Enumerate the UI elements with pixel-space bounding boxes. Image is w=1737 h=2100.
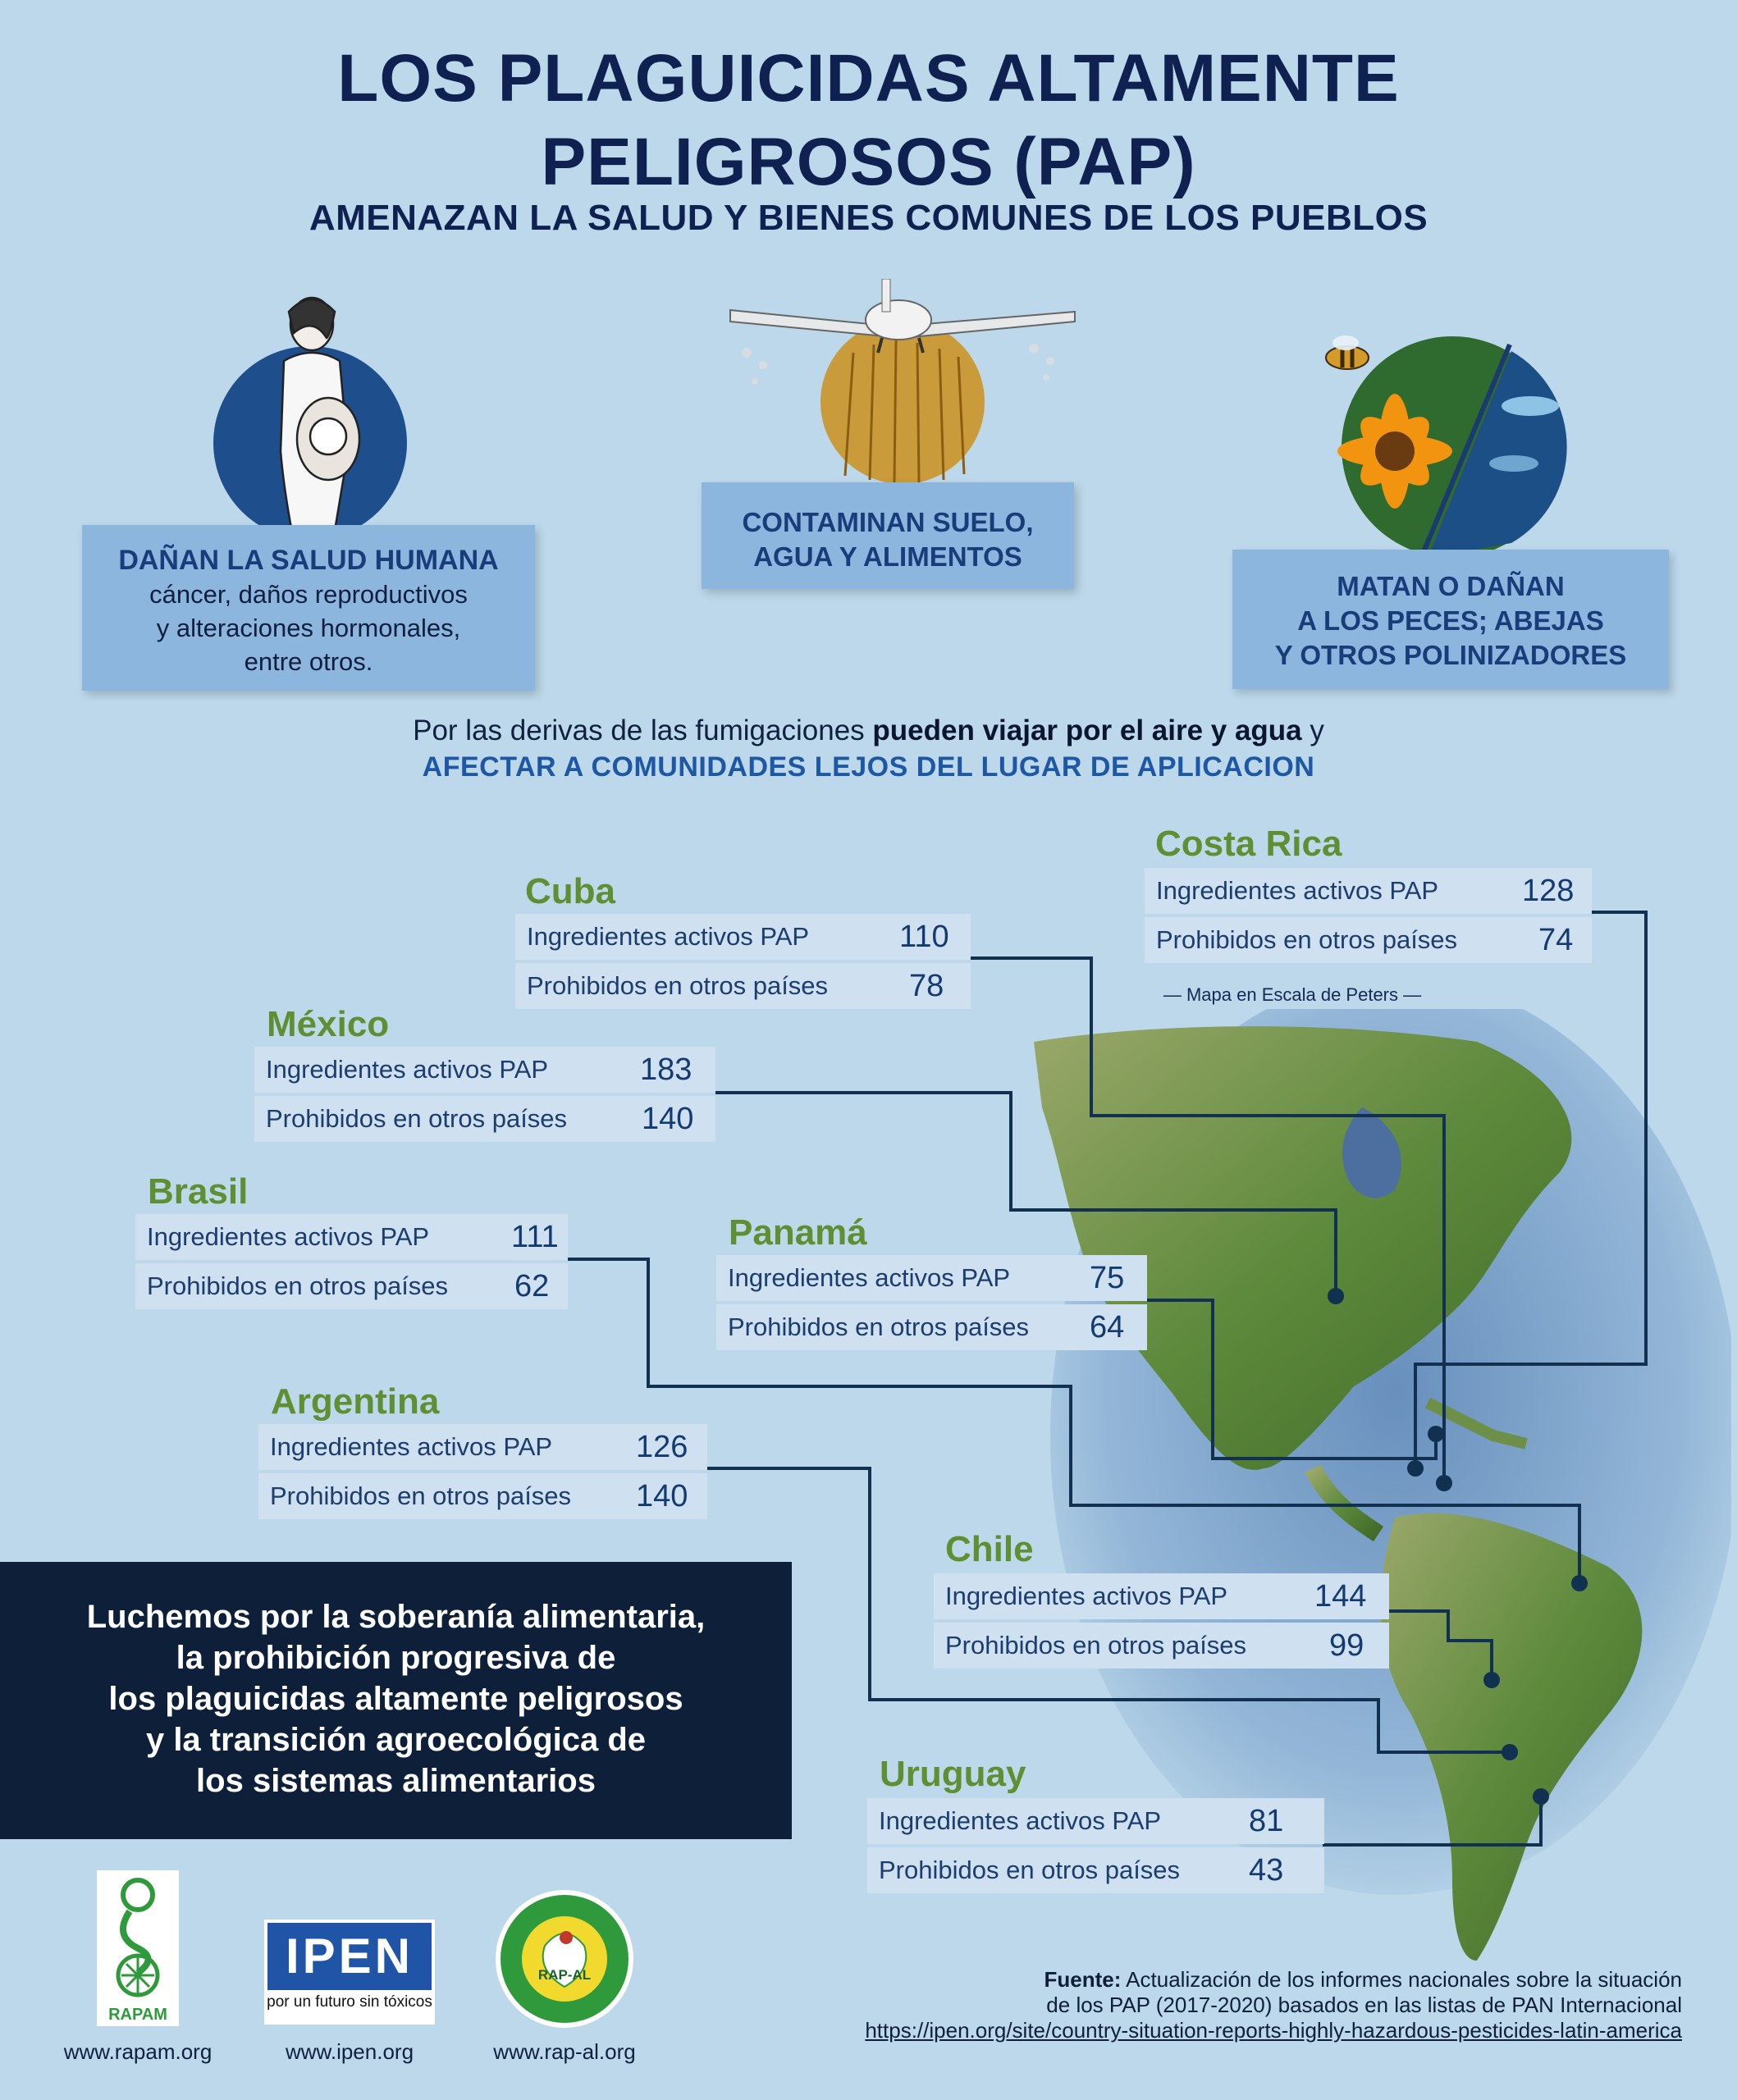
impact-fish-line1: MATAN O DAÑAN	[1337, 571, 1565, 601]
page-subtitle: AMENAZAN LA SALUD Y BIENES COMUNES DE LOS PUEBLOS	[309, 198, 1428, 238]
impact-fish-line2: A LOS PECES; ABEJAS	[1297, 605, 1604, 636]
costa-rica-banned-row	[1145, 917, 1592, 963]
country-name-cuba: Cuba	[525, 871, 615, 911]
country-name-costa-rica: Costa Rica	[1155, 824, 1342, 864]
call-to-action-box	[0, 1562, 792, 1839]
call-line1: Luchemos por la soberanía alimentaria,	[86, 1599, 706, 1635]
cuba-active-value: 110	[899, 919, 949, 954]
map-caption: — Mapa en Escala de Peters —	[1163, 984, 1422, 1005]
panama-active-label: Ingredientes activos PAP	[728, 1263, 1011, 1292]
source-label: Fuente:	[1044, 1967, 1122, 1992]
brasil-active-value: 111	[511, 1219, 559, 1254]
ipen-logo-text: IPEN	[267, 1923, 432, 1990]
chile-banned-row	[934, 1623, 1389, 1669]
costa-rica-banned-label: Prohibidos en otros países	[1156, 925, 1458, 954]
impact-health-line3: entre otros.	[244, 647, 373, 676]
impact-soil-line2: AGUA Y ALIMENTOS	[753, 541, 1022, 572]
rapam-logo[interactable]	[97, 1870, 179, 2026]
panama-active-row	[716, 1255, 1147, 1301]
argentina-active-row	[258, 1424, 707, 1470]
call-line4: y la transición agroecológica de	[145, 1722, 647, 1758]
drift-highlight: AFECTAR A COMUNIDADES LEJOS DEL LUGAR DE APLICACION	[422, 751, 1315, 783]
costa-rica-active-row	[1145, 868, 1592, 914]
country-name-uruguay: Uruguay	[880, 1754, 1026, 1794]
call-line3: los plaguicidas altamente peligrosos	[108, 1681, 683, 1717]
cuba-active-row	[515, 914, 971, 960]
mexico-active-label: Ingredientes activos PAP	[266, 1055, 549, 1084]
ipen-tagline: por un futuro sin tóxicos	[267, 1993, 432, 2011]
page-title-line2: PELIGROSOS (PAP)	[541, 125, 1196, 199]
call-line5: los sistemas alimentarios	[196, 1763, 596, 1799]
drift-pre: Por las derivas de las fumigaciones	[413, 714, 873, 746]
ipen-url[interactable]: www.ipen.org	[285, 2039, 414, 2064]
mexico-active-row	[254, 1047, 715, 1093]
cuba-banned-row	[515, 963, 971, 1009]
rapam-url[interactable]: www.rapam.org	[63, 2039, 213, 2064]
panama-banned-row	[716, 1304, 1147, 1350]
ipen-logo[interactable]	[264, 1920, 435, 2025]
uruguay-active-value: 81	[1249, 1803, 1284, 1838]
brasil-banned-label: Prohibidos en otros países	[147, 1271, 449, 1300]
uruguay-active-label: Ingredientes activos PAP	[879, 1806, 1162, 1835]
uruguay-active-row	[867, 1798, 1324, 1844]
call-line2: la prohibición progresiva de	[176, 1640, 616, 1676]
country-name-brasil: Brasil	[148, 1171, 249, 1212]
source-line2: de los PAP (2017-2020) basados en las listas de PAN Internacional	[1046, 1993, 1682, 2017]
mexico-banned-label: Prohibidos en otros países	[266, 1104, 568, 1133]
costa-rica-active-value: 128	[1522, 873, 1575, 908]
chile-active-label: Ingredientes activos PAP	[945, 1582, 1228, 1610]
costa-rica-active-label: Ingredientes activos PAP	[1156, 876, 1439, 905]
drift-bold: pueden viajar por el aire y agua	[872, 714, 1302, 746]
costa-rica-banned-value: 74	[1538, 922, 1574, 957]
impact-health-line1: cáncer, daños reproductivos	[149, 580, 468, 609]
argentina-banned-label: Prohibidos en otros países	[270, 1481, 572, 1510]
brasil-active-row	[135, 1214, 568, 1260]
impact-health-line2: y alteraciones hormonales,	[156, 614, 461, 642]
brasil-banned-row	[135, 1263, 568, 1309]
rapal-logo[interactable]	[494, 1888, 635, 2029]
uruguay-banned-value: 43	[1249, 1852, 1284, 1888]
panama-banned-label: Prohibidos en otros países	[728, 1312, 1030, 1341]
rapam-logo-text: RAPAM	[108, 2006, 167, 2024]
impact-fish-line3: Y OTROS POLINIZADORES	[1274, 640, 1627, 670]
rapam-emblem-icon	[97, 1870, 179, 2002]
country-name-mexico: México	[267, 1004, 390, 1044]
argentina-banned-value: 140	[636, 1478, 688, 1513]
drift-post: y	[1301, 714, 1324, 746]
impact-soil-line1: CONTAMINAN SUELO,	[742, 507, 1034, 537]
impact-health-heading: DAÑAN LA SALUD HUMANA	[118, 545, 499, 576]
source-line1: Actualización de los informes nacionales sobre la situación	[1121, 1967, 1682, 1992]
uruguay-banned-row	[867, 1847, 1324, 1893]
brasil-banned-value: 62	[514, 1268, 550, 1303]
brasil-active-label: Ingredientes activos PAP	[147, 1222, 430, 1251]
uruguay-banned-label: Prohibidos en otros países	[879, 1856, 1181, 1884]
cuba-banned-label: Prohibidos en otros países	[527, 971, 829, 1000]
source-note	[722, 1967, 1682, 2043]
chile-banned-label: Prohibidos en otros países	[945, 1631, 1247, 1659]
country-name-chile: Chile	[945, 1529, 1034, 1569]
argentina-active-value: 126	[636, 1429, 688, 1464]
argentina-active-label: Ingredientes activos PAP	[270, 1432, 553, 1461]
cuba-active-label: Ingredientes activos PAP	[527, 922, 810, 951]
rapal-url[interactable]: www.rap-al.org	[493, 2039, 636, 2064]
rapal-emblem-icon	[494, 1888, 635, 2029]
cuba-banned-value: 78	[909, 968, 944, 1003]
chile-banned-value: 99	[1329, 1628, 1364, 1663]
chile-active-row	[934, 1573, 1389, 1619]
panama-active-value: 75	[1090, 1260, 1125, 1295]
mexico-banned-value: 140	[642, 1101, 694, 1136]
panama-banned-value: 64	[1090, 1309, 1125, 1344]
country-name-panama: Panamá	[729, 1212, 867, 1253]
mexico-banned-row	[254, 1096, 715, 1142]
page-title-line1: LOS PLAGUICIDAS ALTAMENTE	[337, 41, 1400, 116]
mexico-active-value: 183	[640, 1052, 693, 1087]
rapal-logo-text: RAP-AL	[537, 1967, 592, 1983]
chile-active-value: 144	[1314, 1578, 1367, 1614]
country-name-argentina: Argentina	[271, 1381, 440, 1422]
argentina-banned-row	[258, 1473, 707, 1519]
source-link[interactable]: https://ipen.org/site/country-situation-reports-highly-hazardous-pesticides-latin-america	[865, 2018, 1682, 2043]
